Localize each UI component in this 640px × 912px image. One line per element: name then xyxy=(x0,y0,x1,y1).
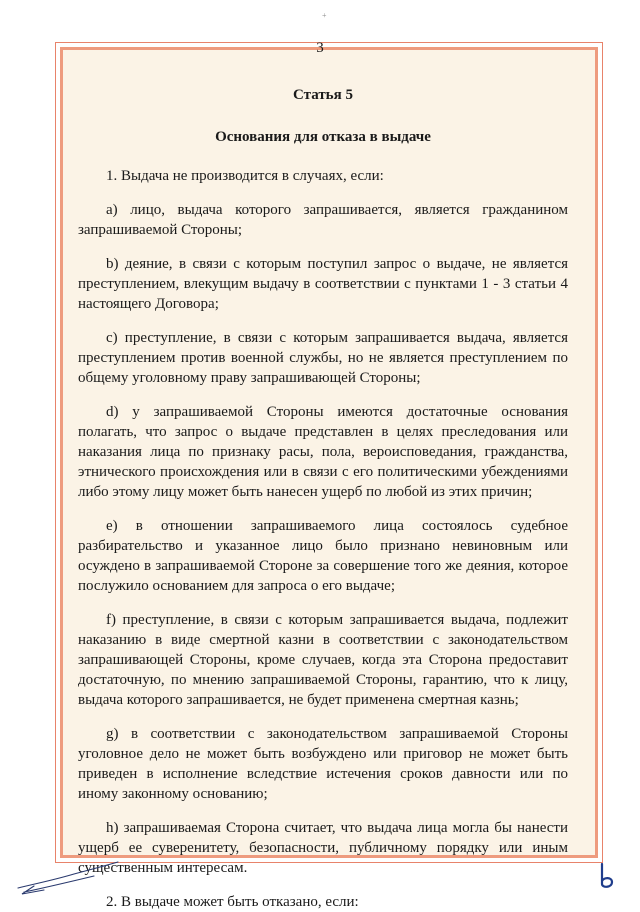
paragraph-2: 2. В выдаче может быть отказано, если: xyxy=(106,894,359,910)
paragraph-1: 1. Выдача не производится в случаях, если: xyxy=(106,168,384,184)
paragraph-e: e) в отношении запрашиваемого лица состоялось судебное разбирательство и указанное лицо было признано невиновным или осуждено в запрашиваемой Стороне за совершение того же деяния, которое послужило основанием для запроса о его выдаче; xyxy=(78,518,568,594)
paragraph-g: g) в соответствии с законодательством запрашиваемой Стороны уголовное дело не может быть возбуждено или приговор не может быть приведен в исполнение вследствие истечения сроков давности или по иному законному основанию; xyxy=(78,726,568,802)
page-number: 3 xyxy=(316,40,324,56)
paragraph-b: b) деяние, в связи с которым поступил запрос о выдаче, не является преступлением, влекущим выдачу в соответствии с пунктами 1 - 3 статьи 4 настоящего Договора; xyxy=(78,256,568,312)
paragraph-f: f) преступление, в связи с которым запрашивается выдача, подлежит наказанию в виде смертной казни в соответствии с законодательством запрашивающей Стороны, кроме случаев, когда эта Сторона предоставит достаточную, по мнению запрашиваемой Стороны, гарантию, что к лицу, выдача которого запрашивается, не будет применена смертная казнь; xyxy=(78,612,568,708)
initial-mark-icon xyxy=(596,862,618,890)
scan-mark: + xyxy=(322,11,327,20)
signature-icon xyxy=(14,858,124,898)
article-subtitle: Основания для отказа в выдаче xyxy=(215,129,431,145)
paragraph-c: c) преступление, в связи с которым запрашивается выдача, является преступлением против военной службы, но не является преступлением по общему уголовному праву запрашивающей Стороны; xyxy=(78,330,568,386)
article-title: Статья 5 xyxy=(293,87,353,103)
paragraph-d: d) у запрашиваемой Стороны имеются достаточные основания полагать, что запрос о выдаче представлен в целях преследования или наказания лица по признаку расы, пола, вероисповедания, гражданства, этнического происхождения или в связи с его политическими убеждениями либо этому лицу может быть нанесен ущерб по любой из этих причин; xyxy=(78,404,568,500)
paragraph-a: а) лицо, выдача которого запрашивается, является гражданином запрашиваемой Стороны; xyxy=(78,202,568,238)
document-body xyxy=(78,74,568,912)
paragraph-h: h) запрашиваемая Сторона считает, что выдача лица могла бы нанести ущерб ее суверенитету, безопасности, публичному порядку или иным существенным интересам. xyxy=(78,820,568,876)
